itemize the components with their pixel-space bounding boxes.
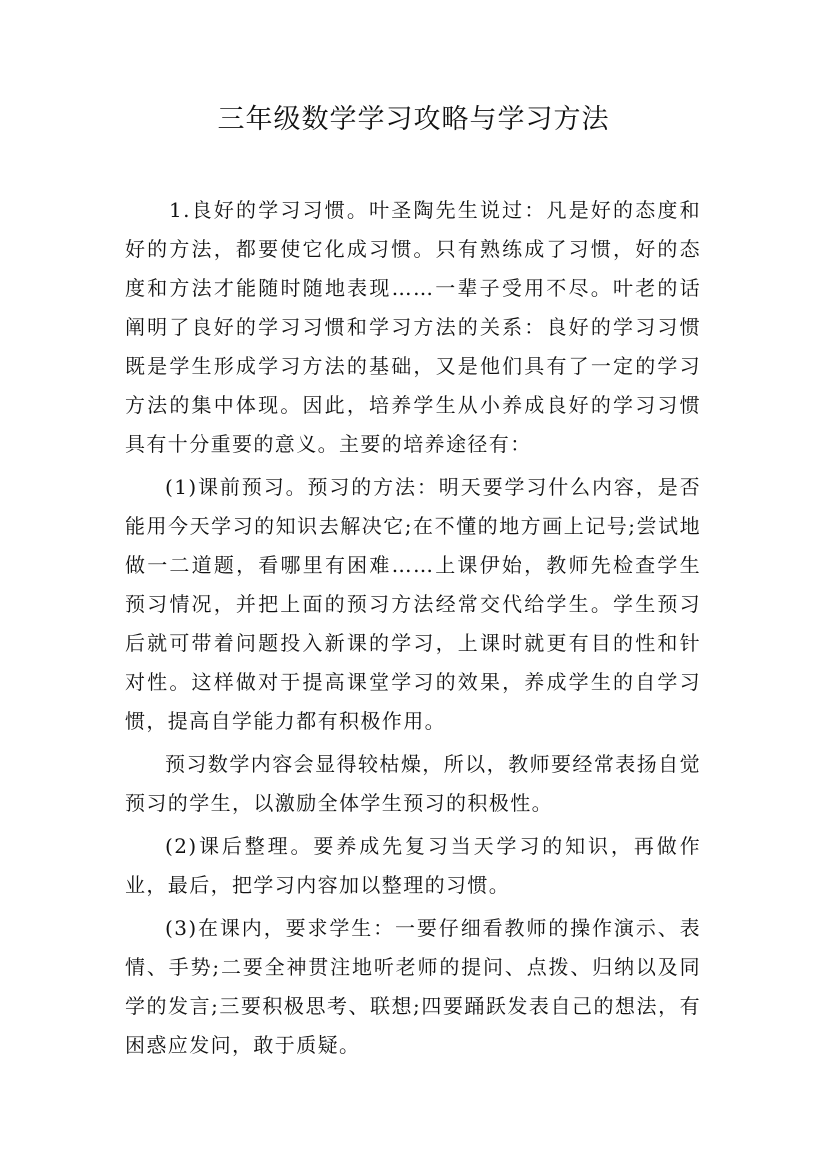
paragraph-review: (2)课后整理。要养成先复习当天学习的知识，再做作业，最后，把学习内容加以整理的习惯。	[125, 834, 701, 897]
paragraph-in-class: (3)在课内，要求学生：一要仔细看教师的操作演示、表情、手势;二要全神贯注地听老师的提问、点拨、归纳以及同学的发言;三要积极思考、联想;四要踊跃发表自己的想法，有困惑应发问，敢于质疑。	[125, 916, 701, 1057]
paragraph-good-habits: 1.良好的学习习惯。叶圣陶先生说过：凡是好的态度和好的方法，都要使它化成习惯。只有熟练成了习惯，好的态度和方法才能随时随地表现……一辈子受用不尽。叶老的话阐明了良好的学习习惯和学习方法的关系：良好的学习习惯既是学生形成学习方法的基础，又是他们具有了一定的学习方法的集中体现。因此，培养学生从小养成良好的学习习惯具有十分重要的意义。主要的培养途径有：	[125, 198, 701, 456]
document-body	[125, 191, 701, 1069]
document-title: 三年级数学学习攻略与学习方法	[217, 104, 610, 135]
paragraph-preview: (1)课前预习。预习的方法：明天要学习什么内容，是否能用今天学习的知识去解决它;在不懂的地方画上记号;尝试地做一二道题，看哪里有困难……上课伊始，教师先检查学生预习情况，并把上面的预习方法经常交代给学生。学生预习后就可带着问题投入新课的学习，上课时就更有目的性和针对性。这样做对于提高课堂学习的效果，养成学生的自学习惯，提高自学能力都有积极作用。	[125, 475, 701, 733]
paragraph-preview-encouragement: 预习数学内容会显得较枯燥，所以，教师要经常表扬自觉预习的学生，以激励全体学生预习的积极性。	[125, 752, 701, 815]
